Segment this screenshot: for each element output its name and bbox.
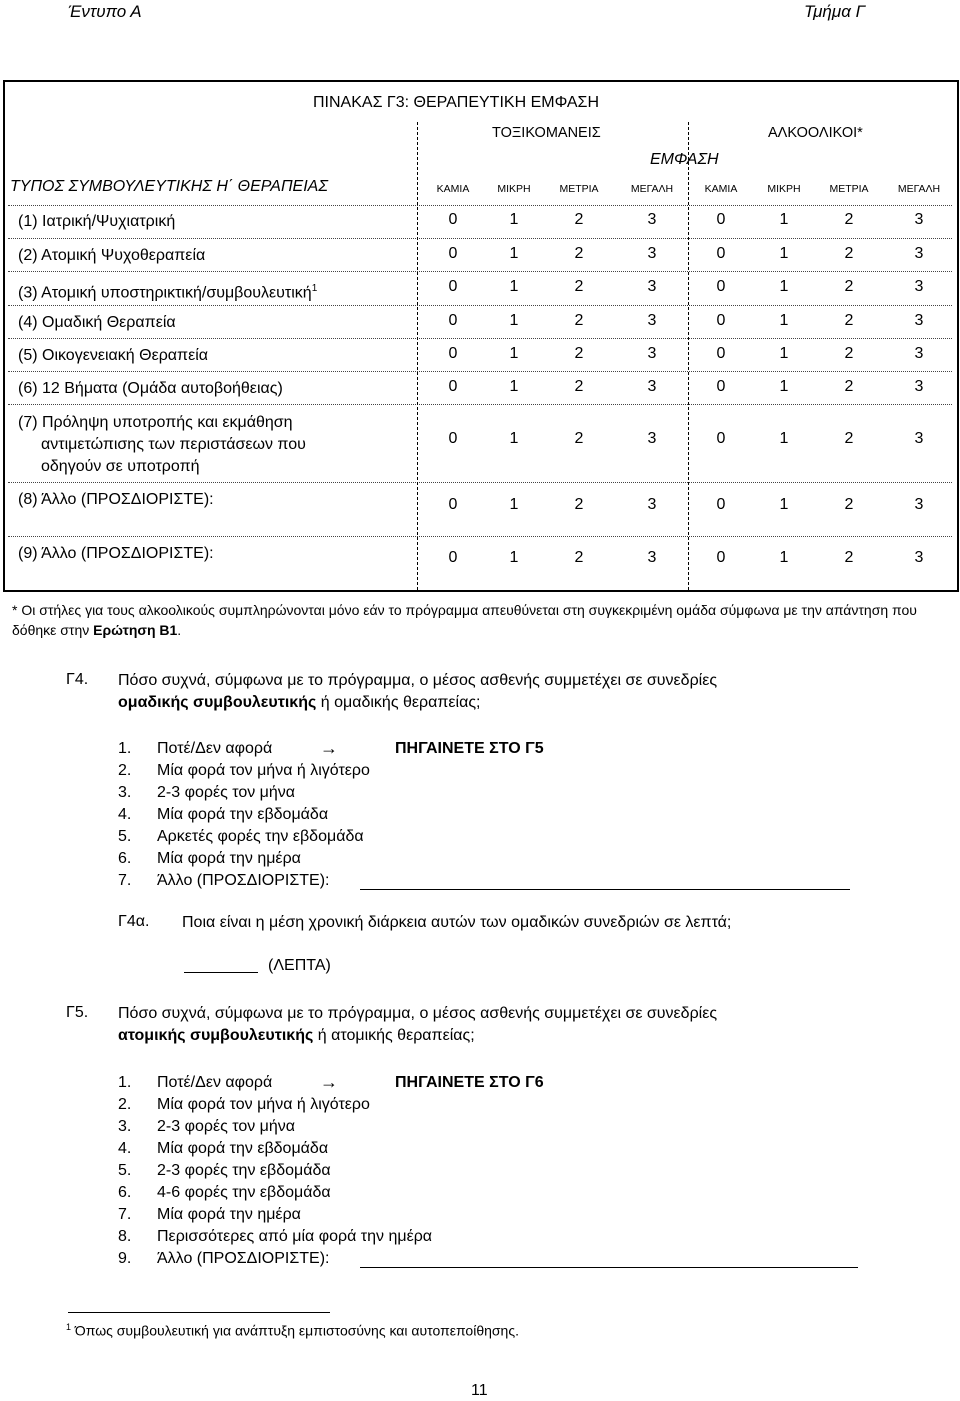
scale-option[interactable]: 1	[779, 211, 789, 228]
row-divider	[8, 305, 952, 306]
level-header: ΜΙΚΡΗ	[497, 183, 531, 195]
scale-option[interactable]: 0	[448, 312, 458, 329]
option-number: 9.	[118, 1250, 132, 1267]
row-divider	[8, 271, 952, 272]
scale-option[interactable]: 0	[716, 245, 726, 262]
group-drug-users: ΤΟΞΙΚΟΜΑΝΕΙΣ	[492, 125, 601, 141]
option-number: 5.	[118, 1162, 132, 1179]
row-label: (3) Ατομική υποστηρικτική/συμβουλευτική$^1$	[18, 283, 318, 302]
answer-option[interactable]: Ποτέ/Δεν αφορά	[157, 1074, 273, 1091]
scale-option[interactable]: 1	[509, 245, 519, 262]
row-divider	[8, 371, 952, 372]
scale-option[interactable]: 1	[779, 245, 789, 262]
answer-option[interactable]: 2-3 φορές τον μήνα	[157, 1118, 296, 1135]
row-label: (6) 12 Βήματα (Ομάδα αυτοβοήθειας)	[18, 380, 283, 397]
option-number: 3.	[118, 1118, 132, 1135]
scale-option[interactable]: 2	[574, 312, 584, 329]
option-number: 2.	[118, 762, 132, 779]
row-divider	[8, 404, 952, 405]
footnote: $^1$ Όπως συμβουλευτική για ανάπτυξη εμπιστοσύνης και αυτοπεποίθησης.	[66, 1322, 519, 1339]
answer-option[interactable]: 4-6 φορές την εβδομάδα	[157, 1184, 331, 1201]
scale-option[interactable]: 0	[448, 496, 458, 513]
scale-option[interactable]: 0	[716, 496, 726, 513]
answer-option[interactable]: Άλλο (ΠΡΟΣΔΙΟΡΙΣΤΕ):	[157, 1250, 330, 1267]
form-label: Έντυπο Α	[68, 2, 142, 21]
scale-option[interactable]: 1	[779, 496, 789, 513]
therapy-type-header: ΤΥΠΟΣ ΣΥΜΒΟΥΛΕΥΤΙΚΗΣ Η΄ ΘΕΡΑΠΕΙΑΣ	[10, 178, 328, 195]
scale-option[interactable]: 3	[647, 345, 657, 362]
scale-option[interactable]: 3	[914, 549, 924, 566]
skip-instruction: ΠΗΓΑΙΝΕΤΕ ΣΤΟ Γ5	[395, 740, 544, 757]
arrow-right-icon: →	[320, 1072, 338, 1092]
scale-option[interactable]: 1	[779, 430, 789, 447]
scale-option[interactable]: 0	[448, 430, 458, 447]
scale-option[interactable]: 3	[647, 312, 657, 329]
option-number: 8.	[118, 1228, 132, 1245]
scale-option[interactable]: 0	[448, 378, 458, 395]
row-label: (5) Οικογενειακή Θεραπεία	[18, 347, 209, 364]
level-header: ΚΑΜΙΑ	[436, 183, 470, 195]
scale-option[interactable]: 2	[844, 278, 854, 295]
scale-option[interactable]: 2	[844, 211, 854, 228]
option-number: 4.	[118, 1140, 132, 1157]
option-number: 6.	[118, 850, 132, 867]
scale-option[interactable]: 0	[716, 278, 726, 295]
scale-option[interactable]: 2	[574, 430, 584, 447]
scale-option[interactable]: 3	[914, 345, 924, 362]
row-label: (8) Άλλο (ΠΡΟΣΔΙΟΡΙΣΤΕ):	[18, 491, 214, 508]
scale-option[interactable]: 1	[779, 378, 789, 395]
scale-option[interactable]: 2	[574, 278, 584, 295]
emphasis-header: ΕΜΦΑΣΗ	[650, 151, 719, 168]
scale-option[interactable]: 0	[448, 345, 458, 362]
answer-option[interactable]: Μία φορά τον μήνα ή λιγότερο	[157, 1096, 370, 1113]
option-number: 6.	[118, 1184, 132, 1201]
scale-option[interactable]: 3	[647, 430, 657, 447]
scale-option[interactable]: 2	[844, 549, 854, 566]
scale-option[interactable]: 3	[647, 245, 657, 262]
row-label: (9) Άλλο (ΠΡΟΣΔΙΟΡΙΣΤΕ):	[18, 545, 214, 562]
scale-option[interactable]: 3	[647, 378, 657, 395]
scale-option[interactable]: 2	[844, 245, 854, 262]
option-number: 1.	[118, 740, 132, 757]
scale-option[interactable]: 2	[844, 430, 854, 447]
row-divider	[8, 238, 952, 239]
row-divider	[8, 482, 952, 483]
answer-option[interactable]: Άλλο (ΠΡΟΣΔΙΟΡΙΣΤΕ):	[157, 872, 330, 889]
level-header: ΚΑΜΙΑ	[704, 183, 738, 195]
scale-option[interactable]: 2	[574, 245, 584, 262]
scale-option[interactable]: 1	[509, 549, 519, 566]
scale-option[interactable]: 3	[914, 430, 924, 447]
skip-instruction: ΠΗΓΑΙΝΕΤΕ ΣΤΟ Γ6	[395, 1074, 544, 1091]
alcoholics-note: * Οι στήλες για τους αλκοολικούς συμπληρώνονται μόνο εάν το πρόγραμμα απευθύνεται στη συγκεκριμένη ομάδα σύμφωνα με την απάντηση που δόθηκε στην Ερώτηση Β1.	[12, 602, 917, 638]
row-label: (7) Πρόληψη υποτροπής και εκμάθηση αντιμετώπισης των περιστάσεων που οδηγούν σε υποτροπή	[18, 414, 306, 475]
scale-option[interactable]: 3	[647, 278, 657, 295]
answer-option[interactable]: Μία φορά την εβδομάδα	[157, 806, 329, 823]
question-g5-number: Γ5.	[66, 1004, 89, 1021]
scale-option[interactable]: 1	[509, 278, 519, 295]
minutes-answer-line[interactable]	[184, 972, 258, 973]
answer-option[interactable]: Μία φορά την εβδομάδα	[157, 1140, 329, 1157]
answer-option[interactable]: 2-3 φορές την εβδομάδα	[157, 1162, 331, 1179]
question-g4a-number: Γ4α.	[118, 913, 150, 930]
scale-option[interactable]: 1	[779, 278, 789, 295]
page-number: 11	[471, 1382, 488, 1399]
scale-option[interactable]: 1	[509, 312, 519, 329]
level-header: ΜΕΤΡΙΑ	[559, 183, 599, 195]
scale-option[interactable]: 0	[448, 211, 458, 228]
scale-option[interactable]: 1	[779, 312, 789, 329]
scale-option[interactable]: 1	[509, 345, 519, 362]
label-column-divider	[417, 122, 418, 590]
scale-option[interactable]: 3	[914, 312, 924, 329]
option-number: 3.	[118, 784, 132, 801]
scale-option[interactable]: 2	[574, 496, 584, 513]
level-header: ΜΕΤΡΙΑ	[829, 183, 869, 195]
option-number: 4.	[118, 806, 132, 823]
group-column-divider	[688, 122, 689, 590]
scale-option[interactable]: 0	[448, 245, 458, 262]
scale-option[interactable]: 3	[914, 378, 924, 395]
scale-option[interactable]: 3	[647, 549, 657, 566]
specify-answer-line[interactable]	[360, 889, 850, 890]
answer-option[interactable]: Περισσότερες από μία φορά την ημέρα	[157, 1228, 433, 1245]
scale-option[interactable]: 2	[844, 378, 854, 395]
minutes-unit: (ΛΕΠΤΑ)	[268, 957, 331, 974]
scale-option[interactable]: 1	[509, 378, 519, 395]
scale-option[interactable]: 0	[716, 549, 726, 566]
scale-option[interactable]: 1	[509, 430, 519, 447]
option-number: 7.	[118, 872, 132, 889]
answer-option[interactable]: Μία φορά την ημέρα	[157, 850, 301, 867]
section-label: Τμήμα Γ	[804, 2, 866, 21]
row-label: (1) Ιατρική/Ψυχιατρική	[18, 213, 176, 230]
scale-option[interactable]: 3	[914, 211, 924, 228]
footnote-separator	[68, 1312, 330, 1313]
scale-option[interactable]: 0	[716, 211, 726, 228]
row-label: (4) Ομαδική Θεραπεία	[18, 314, 176, 331]
scale-option[interactable]: 2	[574, 345, 584, 362]
scale-option[interactable]: 2	[844, 496, 854, 513]
scale-option[interactable]: 2	[844, 312, 854, 329]
level-header: ΜΕΓΑΛΗ	[630, 183, 674, 195]
option-number: 7.	[118, 1206, 132, 1223]
scale-option[interactable]: 2	[574, 378, 584, 395]
question-g4a-text: Ποια είναι η μέση χρονική διάρκεια αυτών των ομαδικών συνεδριών σε λεπτά;	[182, 914, 732, 931]
answer-option[interactable]: Μία φορά τον μήνα ή λιγότερο	[157, 762, 370, 779]
specify-answer-line[interactable]	[360, 1267, 858, 1268]
row-divider	[8, 338, 952, 339]
group-alcoholics: ΑΛΚΟΟΛΙΚΟΙ*	[768, 125, 863, 141]
question-g5-text: Πόσο συχνά, σύμφωνα με το πρόγραμμα, ο μέσος ασθενής συμμετέχει σε συνεδρίες ατομικής συμβουλευτικής ή ατομικής θεραπείας;	[118, 1005, 718, 1044]
scale-option[interactable]: 0	[716, 430, 726, 447]
question-g4-number: Γ4.	[66, 671, 89, 688]
arrow-right-icon: →	[320, 738, 338, 758]
table-title: ΠΙΝΑΚΑΣ Γ3: ΘΕΡΑΠΕΥΤΙΚΗ ΕΜΦΑΣΗ	[313, 94, 599, 111]
row-label: (2) Ατομική Ψυχοθεραπεία	[18, 247, 206, 264]
question-g4-text: Πόσο συχνά, σύμφωνα με το πρόγραμμα, ο μέσος ασθενής συμμετέχει σε συνεδρίες ομαδικής συμβουλευτικής ή ομαδικής θεραπείας;	[118, 672, 718, 711]
scale-option[interactable]: 2	[574, 549, 584, 566]
answer-option[interactable]: 2-3 φορές τον μήνα	[157, 784, 296, 801]
scale-option[interactable]: 1	[509, 211, 519, 228]
scale-option[interactable]: 0	[448, 549, 458, 566]
scale-option[interactable]: 3	[647, 496, 657, 513]
option-number: 5.	[118, 828, 132, 845]
scale-option[interactable]: 0	[716, 345, 726, 362]
option-number: 2.	[118, 1096, 132, 1113]
option-number: 1.	[118, 1074, 132, 1091]
scale-option[interactable]: 3	[647, 211, 657, 228]
scale-option[interactable]: 0	[716, 312, 726, 329]
scale-option[interactable]: 0	[448, 278, 458, 295]
level-header: ΜΕΓΑΛΗ	[897, 183, 941, 195]
scale-option[interactable]: 1	[779, 345, 789, 362]
scale-option[interactable]: 3	[914, 278, 924, 295]
answer-option[interactable]: Ποτέ/Δεν αφορά	[157, 740, 273, 757]
row-divider	[8, 205, 952, 206]
row-divider	[8, 536, 952, 537]
scale-option[interactable]: 3	[914, 245, 924, 262]
scale-option[interactable]: 2	[844, 345, 854, 362]
answer-option[interactable]: Αρκετές φορές την εβδομάδα	[157, 828, 364, 845]
scale-option[interactable]: 0	[716, 378, 726, 395]
scale-option[interactable]: 1	[779, 549, 789, 566]
level-header: ΜΙΚΡΗ	[767, 183, 801, 195]
scale-option[interactable]: 1	[509, 496, 519, 513]
therapy-emphasis-table	[3, 80, 959, 592]
answer-option[interactable]: Μία φορά την ημέρα	[157, 1206, 301, 1223]
scale-option[interactable]: 2	[574, 211, 584, 228]
scale-option[interactable]: 3	[914, 496, 924, 513]
